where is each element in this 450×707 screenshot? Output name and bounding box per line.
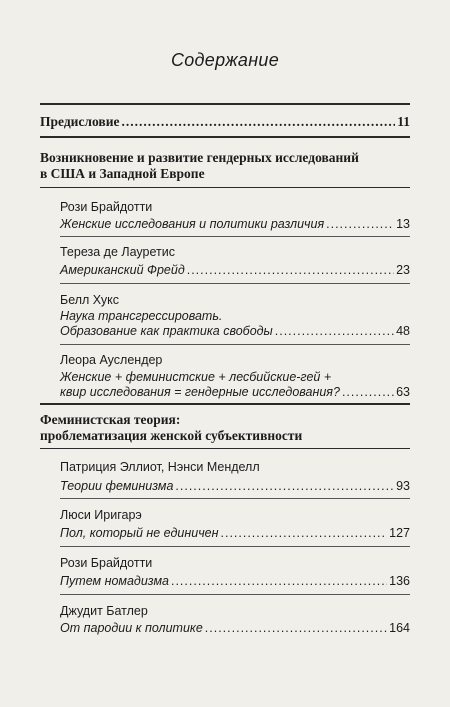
preface-page: 11 xyxy=(397,114,410,129)
chapter-entry: Наука трансгрессировать. Образование как практика свободы ..... 48 xyxy=(60,309,410,339)
section-heading: Возникновение и развитие гендерных исследований в США и Западной Европе xyxy=(40,150,359,181)
author-name: Рози Брайдотти xyxy=(60,200,153,214)
preface-entry xyxy=(40,114,410,130)
chapter-entry: Пол, который не единичен ..... 127 xyxy=(60,526,410,541)
chapter-entry: Теории феминизма ..... 93 xyxy=(60,479,410,494)
author-name: Тереза де Лауретис xyxy=(60,245,175,259)
author-name: Патриция Эллиот, Нэнси Менделл xyxy=(60,460,260,474)
dot-leader xyxy=(326,217,394,232)
divider xyxy=(40,136,410,138)
divider xyxy=(40,187,410,188)
divider xyxy=(40,103,410,105)
chapter-entry: Женские исследования и политики различия ..... 13 xyxy=(60,217,410,232)
dot-leader xyxy=(221,526,388,541)
divider xyxy=(60,344,410,345)
divider xyxy=(60,498,410,499)
chapter-entry: Путем номадизма ..... 136 xyxy=(60,574,410,589)
chapter-entry: Американский Фрейд ..... 23 xyxy=(60,263,410,278)
dot-leader xyxy=(205,621,387,636)
dot-leader xyxy=(171,574,387,589)
preface-label: Предисловие xyxy=(40,114,120,129)
divider xyxy=(60,546,410,547)
dot-leader xyxy=(187,263,394,278)
chapter-entry: От пародии к политике ..... 164 xyxy=(60,621,410,636)
divider xyxy=(40,403,410,405)
author-name: Леора Ауслендер xyxy=(60,353,163,367)
dot-leader xyxy=(342,385,394,400)
page-title: Содержание xyxy=(170,50,280,70)
chapter-entry: Женские + феминистские + лесбийские-гей + квир исследования = гендерные исследования? ..... 63 xyxy=(60,370,410,400)
divider xyxy=(60,283,410,284)
dot-leader xyxy=(175,479,394,494)
section-heading: Феминистская теория: проблематизация женской субъективности xyxy=(40,412,303,443)
dot-leader xyxy=(121,114,395,130)
author-name: Люси Иригарэ xyxy=(60,508,142,522)
author-name: Белл Хукс xyxy=(60,293,119,307)
divider xyxy=(60,236,410,237)
author-name: Рози Брайдотти xyxy=(60,556,153,570)
dot-leader xyxy=(275,324,394,339)
divider xyxy=(40,448,410,449)
divider xyxy=(60,594,410,595)
author-name: Джудит Батлер xyxy=(60,604,148,618)
